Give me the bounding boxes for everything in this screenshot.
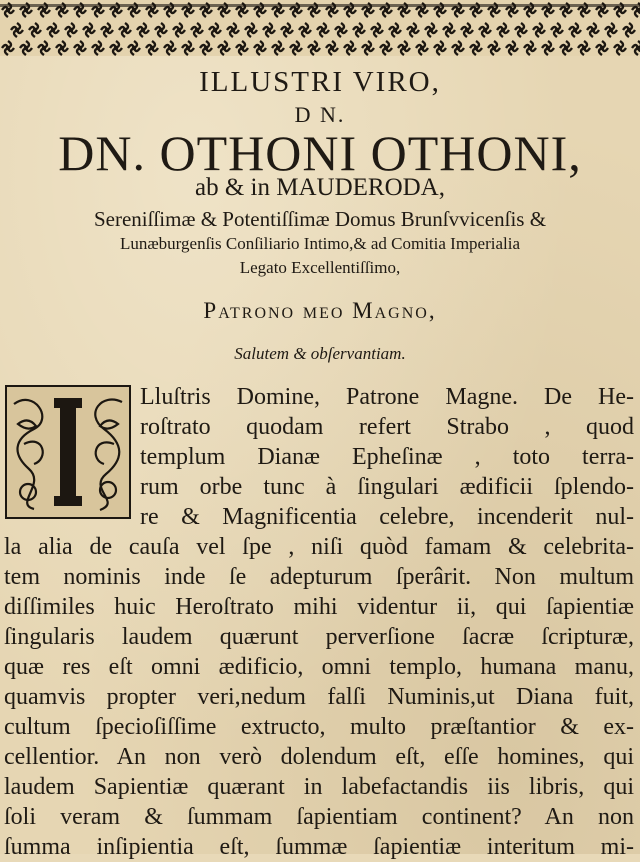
fleuron-dot: [42, 8, 46, 12]
text-line: ſoli veram & ſummam ſapientiam continent? An non: [4, 804, 634, 830]
text-line: ſingularis laudem quærunt perverſione ſacræ ſcripturæ,: [4, 624, 634, 650]
fleuron-dot: [195, 28, 199, 32]
fleuron-dot: [276, 8, 280, 12]
fleuron-dot: [69, 28, 73, 32]
fleuron-dot: [564, 8, 568, 12]
fleuron-dot: [510, 46, 514, 50]
fleuron-dot: [132, 8, 136, 12]
fleuron-dot: [375, 28, 379, 32]
fleuron-dot: [609, 28, 613, 32]
fleuron-dot: [267, 28, 271, 32]
fleuron-dot: [114, 46, 118, 50]
fleuron-dot: [510, 8, 514, 12]
text-line: laudem Sapientiæ quærant in labefactandis iis libris, qui: [4, 774, 634, 800]
fleuron-dot: [600, 8, 604, 12]
fleuron-dot: [420, 8, 424, 12]
fleuron-dot: [492, 8, 496, 12]
dedication-line-6: Lunæburgenſis Conſiliario Intimo,& ad Comitia Imperialia: [119, 234, 521, 253]
fleuron-dot: [186, 46, 190, 50]
fleuron-dot: [15, 28, 19, 32]
dedication-line-7: Legato Excellentiſſimo,: [239, 258, 401, 277]
text-line: cultum ſpecioſiſſime extructo, multo præſtantior & ex-: [4, 714, 634, 740]
fleuron-dot: [474, 46, 478, 50]
fleuron-dot: [231, 28, 235, 32]
fleuron-dot: [168, 46, 172, 50]
fleuron-dot: [276, 46, 280, 50]
fleuron-dot: [222, 46, 226, 50]
fleuron-dot: [330, 46, 334, 50]
fleuron-dot: [348, 8, 352, 12]
text-line: Lluſtris Domine, Patrone Magne. De He-: [140, 384, 634, 410]
fleuron-dot: [258, 46, 262, 50]
fleuron-dot: [402, 46, 406, 50]
fleuron-dot: [402, 8, 406, 12]
fleuron-dot: [240, 8, 244, 12]
fleuron-dot: [204, 46, 208, 50]
fleuron-dot: [420, 46, 424, 50]
fleuron-dot: [483, 28, 487, 32]
dedication-line-8: Patrono meo Magno,: [203, 298, 437, 323]
fleuron-dot: [42, 46, 46, 50]
text-line: quæ res eſt omni ædificio, omni templo, humana manu,: [4, 654, 634, 680]
fleuron-dot: [312, 46, 316, 50]
fleuron-dot: [618, 8, 622, 12]
fleuron-dot: [456, 8, 460, 12]
fleuron-dot: [537, 28, 541, 32]
fleuron-dot: [573, 28, 577, 32]
fleuron-dot: [501, 28, 505, 32]
fleuron-dot: [258, 8, 262, 12]
fleuron-dot: [96, 8, 100, 12]
fleuron-dot: [456, 46, 460, 50]
fleuron-dot: [213, 28, 217, 32]
fleuron-dot: [294, 46, 298, 50]
fleuron-dot: [447, 28, 451, 32]
fleuron-dot: [177, 28, 181, 32]
text-line: quamvis propter veri,nedum falſi Numinis,ut Diana fuit,: [4, 684, 634, 710]
fleuron-dot: [159, 28, 163, 32]
text-line: re & Magnificentia celebre, incenderit nul-: [140, 504, 634, 530]
fleuron-dot: [366, 8, 370, 12]
dedication-line-5: Sereniſſimæ & Potentiſſimæ Domus Brunſvvicenſis &: [93, 207, 547, 231]
fleuron-dot: [51, 28, 55, 32]
ornamental-headpiece: [0, 0, 640, 56]
fleuron-dot: [6, 8, 10, 12]
fleuron-dot: [96, 46, 100, 50]
fleuron-dot: [78, 46, 82, 50]
fleuron-dot: [438, 46, 442, 50]
fleuron-dot: [204, 8, 208, 12]
fleuron-dot: [222, 8, 226, 12]
fleuron-dot: [321, 28, 325, 32]
fleuron-dot: [249, 28, 253, 32]
fleuron-dot: [366, 46, 370, 50]
text-line: rum orbe tunc à ſingulari ædificii ſplendo-: [140, 474, 634, 500]
text-line: cellentior. An non verò dolendum eſt, eſſe homines, qui: [4, 744, 634, 770]
fleuron-dot: [141, 28, 145, 32]
salutation: Salutem & obſervantiam.: [234, 344, 406, 363]
fleuron-dot: [582, 8, 586, 12]
fleuron-dot: [60, 8, 64, 12]
fleuron-dot: [78, 8, 82, 12]
fleuron-dot: [24, 46, 28, 50]
fleuron-dot: [339, 28, 343, 32]
fleuron-dot: [492, 46, 496, 50]
fleuron-dot: [564, 46, 568, 50]
fleuron-dot: [528, 46, 532, 50]
fleuron-dot: [33, 28, 37, 32]
fleuron-dot: [294, 8, 298, 12]
text-line: diſſimiles huic Heroſtrato mihi videntur ii, qui ſapientiæ: [4, 594, 634, 620]
fleuron-dot: [384, 8, 388, 12]
fleuron-dot: [150, 46, 154, 50]
fleuron-dot: [546, 8, 550, 12]
fleuron-dot: [168, 8, 172, 12]
fleuron-dot: [114, 8, 118, 12]
fleuron-dot: [357, 28, 361, 32]
fleuron-dot: [312, 8, 316, 12]
fleuron-dot: [528, 8, 532, 12]
fleuron-dot: [348, 46, 352, 50]
fleuron-dot: [330, 8, 334, 12]
fleuron-dot: [429, 28, 433, 32]
fleuron-dot: [474, 8, 478, 12]
fleuron-dot: [600, 46, 604, 50]
fleuron-dot: [87, 28, 91, 32]
fleuron-dot: [384, 46, 388, 50]
text-line: la alia de cauſa vel ſpe , niſi quòd famam & celebrita-: [4, 534, 634, 560]
fleuron-dot: [186, 8, 190, 12]
fleuron-dot: [438, 8, 442, 12]
text-line: roſtrato quodam refert Strabo , quod: [140, 414, 634, 440]
fleuron-dot: [555, 28, 559, 32]
dedication-line-4: ab & in MAUDERODA,: [195, 174, 445, 201]
fleuron-dot: [591, 28, 595, 32]
dedication-line-1: ILLUSTRI VIRO,: [199, 66, 441, 98]
fleuron-dot: [123, 28, 127, 32]
fleuron-dot: [582, 46, 586, 50]
fleuron-dot: [6, 46, 10, 50]
fleuron-dot: [150, 8, 154, 12]
fleuron-dot: [393, 28, 397, 32]
dedication-line-2: D N.: [294, 102, 346, 127]
dedicatee-name: DN. OTHONI OTHONI,: [58, 125, 582, 181]
fleuron-dot: [105, 28, 109, 32]
fleuron-dot: [618, 46, 622, 50]
fleuron-dot: [519, 28, 523, 32]
fleuron-dot: [546, 46, 550, 50]
text-line: templum Dianæ Epheſinæ , toto terra-: [140, 444, 634, 470]
fleuron-dot: [60, 46, 64, 50]
fleuron-dot: [465, 28, 469, 32]
fleuron-dot: [285, 28, 289, 32]
text-line: tem nominis inde ſe adepturum ſperârit. Non multum: [4, 564, 634, 590]
fleuron-dot: [132, 46, 136, 50]
decorated-initial-I: [4, 384, 132, 520]
fleuron-dot: [24, 8, 28, 12]
fleuron-dot: [627, 28, 631, 32]
fleuron-dot: [411, 28, 415, 32]
text-line: ſumma inſipientia eſt, ſummæ ſapientiæ interitum mi-: [4, 834, 634, 860]
fleuron-dot: [636, 8, 640, 12]
fleuron-dot: [636, 46, 640, 50]
fleuron-dot: [303, 28, 307, 32]
fleuron-dot: [240, 46, 244, 50]
